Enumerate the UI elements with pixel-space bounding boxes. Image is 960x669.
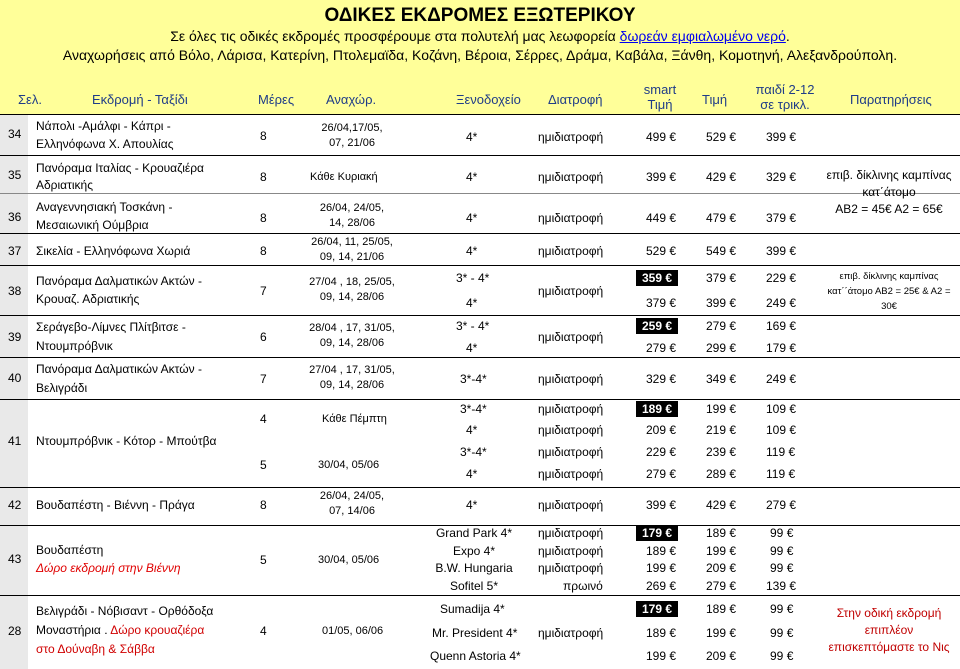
table-cell: πρωινό	[563, 579, 603, 593]
table-cell: 30/04, 05/06	[318, 554, 380, 566]
table-cell: 529 €	[706, 130, 737, 144]
header-line-departures: Αναχωρήσεις από Βόλο, Λάρισα, Κατερίνη, Πτολεμαϊδα, Κοζάνη, Βέροια, Σέρρες, Δράμα, Καβάλα, Ξάνθη, Κομοτηνή, Αλεξανδρούπολη.	[62, 47, 898, 63]
table-cell: Grand Park 4*	[435, 526, 513, 540]
table-cell: ημιδιατροφή	[538, 284, 604, 298]
table-cell: Ντουμπρόβνικ	[36, 339, 113, 353]
table-cell: 6	[260, 330, 267, 344]
table-cell: Ελληνόφωνα Χ. Απουλίας	[36, 137, 174, 151]
table-cell: 399 €	[646, 498, 677, 512]
table-cell: 43	[8, 552, 22, 566]
table-cell: 279 €	[646, 341, 677, 355]
table-cell: 279 €	[766, 498, 797, 512]
table-cell: Βουδαπέστη	[36, 543, 104, 557]
table-cell: 35	[8, 168, 22, 182]
header-line-water: Σε όλες τις οδικές εκδρομές προσφέρουμε στα πολυτελή μας λεωφορεία δωρεάν εμφιαλωμένο νερό.	[170, 28, 790, 44]
table-cell: 359 €	[636, 270, 678, 287]
table-cell: 4*	[466, 467, 478, 481]
table-cell: 189 €	[646, 544, 677, 558]
table-cell: 279 €	[646, 467, 677, 481]
table-cell: ημιδιατροφή	[538, 372, 604, 386]
table-cell: 4	[260, 624, 267, 638]
table-cell: 349 €	[706, 372, 737, 386]
table-cell: Expo 4*	[452, 544, 496, 558]
table-cell: 99 €	[770, 602, 794, 616]
table-cell: Σικελία - Ελληνόφωνα Χωριά	[36, 244, 191, 258]
table-cell: ημιδιατροφή	[538, 626, 604, 640]
table-cell: 3* - 4*	[456, 271, 490, 285]
table-cell: 7	[260, 372, 267, 386]
table-cell: 38	[8, 284, 22, 298]
table-cell: 169 €	[766, 319, 797, 333]
table-cell: 3* - 4*	[456, 319, 490, 333]
table-cell: 329 €	[646, 372, 677, 386]
table-cell: 209 €	[646, 423, 677, 437]
table-cell: Κρουαζ. Αδριατικής	[36, 292, 140, 306]
table-cell: 139 €	[766, 579, 797, 593]
table-cell: 26/04, 24/05, 07, 14/06	[319, 490, 385, 517]
table-cell: 529 €	[646, 244, 677, 258]
table-cell: 399 €	[646, 170, 677, 184]
table-cell: 249 €	[766, 372, 797, 386]
table-cell: 4*	[466, 244, 478, 258]
table-cell: 4	[260, 412, 267, 426]
gift-cruise: Δώρο κρουαζιέρα	[110, 623, 205, 637]
table-cell: 279 €	[706, 319, 737, 333]
table-cell: 179 €	[636, 525, 678, 542]
table-cell: 8	[260, 498, 267, 512]
table-cell: ημιδιατροφή	[538, 244, 604, 258]
table-cell: Πανόραμα Ιταλίας - Κρουαζιέρα	[36, 161, 204, 175]
table-cell: ημιδιατροφή	[538, 498, 604, 512]
table-cell: 549 €	[706, 244, 737, 258]
table-cell: 30/04, 05/06	[318, 459, 380, 471]
table-cell: 3*-4*	[460, 402, 487, 416]
table-cell: 429 €	[706, 498, 737, 512]
column-headers	[0, 84, 960, 115]
table-cell: Αναγεννησιακή Τοσκάνη -	[36, 200, 173, 214]
table-cell: 4*	[466, 296, 478, 310]
table-cell: 209 €	[706, 649, 737, 663]
table-cell: 189 €	[646, 626, 677, 640]
table-cell: 8	[260, 170, 267, 184]
note-cabin-supplement-2: επιβ. δίκλινης καμπίνας κατ΄΄άτομο ΑΒ2 = 25€ & Α2 = 30€	[827, 271, 951, 312]
col-price: Τιμή	[702, 92, 728, 107]
table-cell: 3*-4*	[460, 445, 487, 459]
table-cell: 209 €	[706, 561, 737, 575]
table-cell: 99 €	[770, 561, 794, 575]
page-title: ΟΔΙΚΕΣ ΕΚΔΡΟΜΕΣ ΕΞΩΤΕΡΙΚΟΥ	[324, 5, 636, 26]
table-cell: ημιδιατροφή	[538, 423, 604, 437]
table-cell: Μεσαιωνική Ούμβρια	[36, 218, 149, 232]
table-cell: ημιδιατροφή	[538, 544, 604, 558]
table-cell: 289 €	[706, 467, 737, 481]
table-cell: 189 €	[636, 401, 678, 418]
table-cell: Μοναστήρια . Δώρο κρουαζιέρα	[36, 623, 205, 637]
table-cell: 99 €	[770, 526, 794, 540]
table-cell: 249 €	[766, 296, 797, 310]
table-cell: ημιδιατροφή	[538, 402, 604, 416]
table-cell: 42	[8, 498, 22, 512]
table-cell: Sumadija 4*	[440, 602, 505, 616]
table-cell: 4*	[466, 423, 478, 437]
table-cell: 199 €	[706, 402, 737, 416]
table-cell: 499 €	[646, 130, 677, 144]
table-cell: 199 €	[706, 544, 737, 558]
table-cell: Σεράγεβο-Λίμνες Πλίτβιτσε -	[36, 320, 186, 334]
table-cell: Ντουμπρόβνικ - Κότορ - Μπούτβα	[36, 434, 217, 448]
table-cell: 449 €	[646, 211, 677, 225]
table-cell: 28	[8, 624, 22, 638]
table-cell: 199 €	[646, 649, 677, 663]
table-cell: 399 €	[766, 244, 797, 258]
table-cell: 99 €	[770, 544, 794, 558]
col-notes: Παρατηρήσεις	[850, 92, 932, 107]
table-cell: 229 €	[766, 271, 797, 285]
table-cell: 379 €	[706, 271, 737, 285]
col-trip: Εκδρομή - Ταξίδι	[92, 92, 188, 107]
table-cell: ημιδιατροφή	[538, 467, 604, 481]
table-cell: στο Δούναβη & Σάββα	[36, 642, 155, 656]
table-cell: 239 €	[706, 445, 737, 459]
gift-vienna: Δώρο εκδρομή στην Βιέννη	[36, 561, 181, 575]
table-cell: 3*-4*	[460, 372, 487, 386]
table-cell: B.W. Hungaria	[435, 561, 513, 575]
table-cell: ημιδιατροφή	[538, 561, 604, 575]
table-cell: Κάθε Κυριακή	[310, 171, 378, 183]
table-cell: 219 €	[706, 423, 737, 437]
table-cell: 34	[8, 127, 22, 141]
table-cell: Quenn Astoria 4*	[430, 649, 521, 663]
table-cell: 379 €	[766, 211, 797, 225]
col-page: Σελ.	[18, 92, 42, 107]
col-hotel: Ξενοδοχείο	[456, 92, 521, 107]
table-cell: Βελιγράδι	[36, 381, 88, 395]
table-cell: 479 €	[706, 211, 737, 225]
table-cell: 8	[260, 129, 267, 143]
table-cell: 4*	[466, 211, 478, 225]
table-cell: 269 €	[646, 579, 677, 593]
table-cell: 26/04, 11, 25/05, 09, 14, 21/06	[311, 236, 393, 263]
table-cell: 429 €	[706, 170, 737, 184]
note-nis-visit: Στην οδική εκδρομή επιπλέον επισκεπτόμαστε το Νις	[828, 606, 950, 654]
table-cell: 99 €	[770, 649, 794, 663]
table-cell: 179 €	[636, 601, 678, 618]
col-smart-price: smart Τιμή	[643, 82, 677, 112]
table-cell: Νάπολι -Αμάλφι - Κάπρι -	[36, 119, 171, 133]
table-cell: 109 €	[766, 402, 797, 416]
table-cell: 119 €	[766, 445, 796, 459]
table-cell: 109 €	[766, 423, 797, 437]
table-cell: ημιδιατροφή	[538, 526, 604, 540]
table-cell: 7	[260, 284, 267, 298]
table-cell: 37	[8, 244, 22, 258]
col-board: Διατροφή	[548, 92, 603, 107]
table-cell: 5	[260, 553, 267, 567]
col-child-price: παιδί 2-12 σε τρικλ.	[755, 82, 815, 112]
table-cell: 199 €	[646, 561, 677, 575]
table-cell: 40	[8, 371, 22, 385]
table-cell: 299 €	[706, 341, 737, 355]
free-water-link[interactable]: δωρεάν εμφιαλωμένο νερό	[619, 28, 786, 44]
table-cell: 259 €	[636, 318, 678, 335]
table-cell: 329 €	[766, 170, 797, 184]
table-cell: 379 €	[646, 296, 677, 310]
table-cell: 4*	[466, 341, 478, 355]
table-cell: 41	[8, 434, 22, 448]
table-cell: 99 €	[770, 626, 794, 640]
table-cell: 01/05, 06/06	[322, 625, 384, 637]
table-cell: 399 €	[766, 130, 797, 144]
table-cell: 27/04 , 17, 31/05, 09, 14, 28/06	[309, 364, 395, 391]
table-cell: 279 €	[706, 579, 737, 593]
table-cell: Πανόραμα Δαλματικών Ακτών -	[36, 274, 202, 288]
table-cell: 27/04 , 18, 25/05, 09, 14, 28/06	[309, 276, 395, 303]
table-cell: ημιδιατροφή	[538, 130, 604, 144]
trips-table	[0, 115, 960, 669]
table-cell: Αδριατικής	[36, 178, 93, 192]
table-cell: 189 €	[706, 602, 737, 616]
table-cell: ημιδιατροφή	[538, 330, 604, 344]
page-column-shade	[0, 115, 28, 669]
table-cell: 399 €	[706, 296, 737, 310]
table-cell: ημιδιατροφή	[538, 445, 604, 459]
table-cell: 4*	[466, 498, 478, 512]
table-cell: 36	[8, 210, 22, 224]
table-cell: 26/04,17/05, 07, 21/06	[321, 122, 383, 149]
table-cell: 4*	[466, 130, 478, 144]
table-cell: 229 €	[646, 445, 677, 459]
table-cell: 179 €	[766, 341, 797, 355]
table-cell: 26/04, 24/05, 14, 28/06	[319, 202, 385, 229]
note-cabin-supplement: επιβ. δίκλινης καμπίνας κατ΄άτομο ΑΒ2 = 45€ Α2 = 65€	[826, 168, 952, 216]
table-cell: Βουδαπέστη - Βιέννη - Πράγα	[36, 498, 195, 512]
table-cell: Βελιγράδι - Νόβισαντ - Ορθόδοξα	[36, 604, 214, 618]
table-cell: Sofitel 5*	[449, 579, 499, 593]
table-cell: Κάθε Πέμπτη	[322, 413, 387, 425]
table-cell: 39	[8, 330, 22, 344]
table-cell: 189 €	[706, 526, 737, 540]
table-cell: Πανόραμα Δαλματικών Ακτών -	[36, 362, 202, 376]
table-cell: 5	[260, 458, 267, 472]
table-cell: 28/04 , 17, 31/05, 09, 14, 28/06	[309, 322, 395, 349]
page-header	[0, 0, 960, 88]
table-cell: 4*	[466, 170, 478, 184]
table-cell: ημιδιατροφή	[538, 170, 604, 184]
table-cell: Mr. President 4*	[432, 626, 518, 640]
col-days: Μέρες	[258, 92, 295, 107]
table-cell: 199 €	[706, 626, 737, 640]
table-cell: 8	[260, 211, 267, 225]
table-cell: 119 €	[766, 467, 796, 481]
col-departure: Αναχώρ.	[326, 92, 377, 107]
table-cell: 8	[260, 244, 267, 258]
table-cell: ημιδιατροφή	[538, 211, 604, 225]
